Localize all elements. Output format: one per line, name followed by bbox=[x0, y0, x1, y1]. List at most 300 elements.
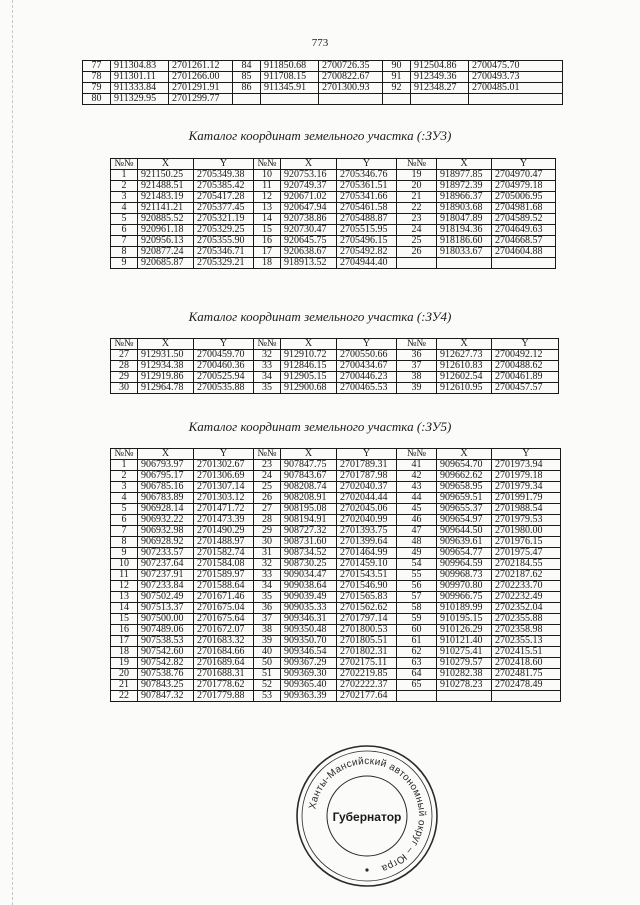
x-coordinate-cell: 909662.62 bbox=[437, 471, 492, 482]
x-coordinate-cell: 907542.82 bbox=[138, 658, 194, 669]
x-coordinate-cell bbox=[437, 258, 492, 269]
point-number-cell: 46 bbox=[397, 515, 437, 526]
y-coordinate-cell: 2705515.95 bbox=[337, 225, 397, 236]
column-header: Y bbox=[194, 449, 254, 460]
point-number-cell: 90 bbox=[383, 61, 411, 72]
x-coordinate-cell: 912964.78 bbox=[138, 383, 194, 394]
column-header: X bbox=[281, 159, 337, 170]
y-coordinate-cell: 2704979.18 bbox=[492, 181, 556, 192]
point-number-cell: 16 bbox=[111, 625, 138, 636]
y-coordinate-cell: 2701393.75 bbox=[337, 526, 397, 537]
column-header: №№ bbox=[254, 449, 281, 460]
y-coordinate-cell: 2702352.04 bbox=[492, 603, 561, 614]
x-coordinate-cell: 920685.87 bbox=[138, 258, 194, 269]
y-coordinate-cell bbox=[492, 258, 556, 269]
point-number-cell: 63 bbox=[397, 658, 437, 669]
x-coordinate-cell: 906783.89 bbox=[138, 493, 194, 504]
y-coordinate-cell: 2701306.69 bbox=[194, 471, 254, 482]
x-coordinate-cell: 907233.84 bbox=[138, 581, 194, 592]
point-number-cell: 28 bbox=[111, 361, 138, 372]
point-number-cell: 50 bbox=[254, 658, 281, 669]
column-header: X bbox=[437, 159, 492, 170]
x-coordinate-cell: 912931.50 bbox=[138, 350, 194, 361]
x-coordinate-cell: 909350.70 bbox=[281, 636, 337, 647]
y-coordinate-cell: 2705461.58 bbox=[337, 203, 397, 214]
x-coordinate-cell: 909964.59 bbox=[437, 559, 492, 570]
table-row bbox=[111, 537, 561, 548]
y-coordinate-cell: 2700434.67 bbox=[337, 361, 397, 372]
x-coordinate-cell: 910275.41 bbox=[437, 647, 492, 658]
x-coordinate-cell: 918194.36 bbox=[437, 225, 492, 236]
y-coordinate-cell bbox=[469, 94, 563, 105]
x-coordinate-cell: 907538.53 bbox=[138, 636, 194, 647]
x-coordinate-cell: 906928.14 bbox=[138, 504, 194, 515]
point-number-cell: 24 bbox=[254, 471, 281, 482]
x-coordinate-cell: 920730.47 bbox=[281, 225, 337, 236]
point-number-cell: 3 bbox=[111, 192, 138, 203]
point-number-cell: 13 bbox=[111, 592, 138, 603]
y-coordinate-cell: 2701562.62 bbox=[337, 603, 397, 614]
x-coordinate-cell: 920956.13 bbox=[138, 236, 194, 247]
point-number-cell: 53 bbox=[254, 691, 281, 702]
x-coordinate-cell: 911301.11 bbox=[111, 72, 169, 83]
x-coordinate-cell: 911850.68 bbox=[261, 61, 319, 72]
y-coordinate-cell: 2701988.54 bbox=[492, 504, 561, 515]
point-number-cell: 77 bbox=[83, 61, 111, 72]
y-coordinate-cell: 2705361.51 bbox=[337, 181, 397, 192]
table-row bbox=[111, 181, 556, 192]
x-coordinate-cell: 920885.52 bbox=[138, 214, 194, 225]
point-number-cell: 19 bbox=[111, 658, 138, 669]
point-number-cell: 21 bbox=[111, 680, 138, 691]
y-coordinate-cell: 2702040.99 bbox=[337, 515, 397, 526]
x-coordinate-cell: 908734.52 bbox=[281, 548, 337, 559]
column-header: №№ bbox=[111, 449, 138, 460]
y-coordinate-cell: 2702040.37 bbox=[337, 482, 397, 493]
x-coordinate-cell: 911333.84 bbox=[111, 83, 169, 94]
y-coordinate-cell: 2705329.25 bbox=[194, 225, 254, 236]
y-coordinate-cell: 2705385.42 bbox=[194, 181, 254, 192]
x-coordinate-cell: 909658.95 bbox=[437, 482, 492, 493]
point-number-cell: 64 bbox=[397, 669, 437, 680]
point-number-cell: 49 bbox=[397, 548, 437, 559]
y-coordinate-cell: 2701565.83 bbox=[337, 592, 397, 603]
y-coordinate-cell: 2701675.04 bbox=[194, 603, 254, 614]
point-number-cell: 85 bbox=[233, 72, 261, 83]
x-coordinate-cell: 910278.23 bbox=[437, 680, 492, 691]
point-number-cell: 11 bbox=[111, 570, 138, 581]
point-number-cell: 34 bbox=[254, 372, 281, 383]
point-number-cell: 15 bbox=[254, 225, 281, 236]
x-coordinate-cell: 909038.64 bbox=[281, 581, 337, 592]
y-coordinate-cell: 2701488.97 bbox=[194, 537, 254, 548]
y-coordinate-cell: 2701805.51 bbox=[337, 636, 397, 647]
x-coordinate-cell: 909039.49 bbox=[281, 592, 337, 603]
table-row bbox=[111, 669, 561, 680]
y-coordinate-cell: 2702481.75 bbox=[492, 669, 561, 680]
column-header: №№ bbox=[254, 339, 281, 350]
table-row bbox=[111, 493, 561, 504]
point-number-cell: 80 bbox=[83, 94, 111, 105]
table-row bbox=[111, 559, 561, 570]
x-coordinate-cell: 909644.50 bbox=[437, 526, 492, 537]
x-coordinate-cell: 909363.39 bbox=[281, 691, 337, 702]
y-coordinate-cell: 2702415.51 bbox=[492, 647, 561, 658]
x-coordinate-cell: 912846.15 bbox=[281, 361, 337, 372]
point-number-cell: 43 bbox=[397, 482, 437, 493]
point-number-cell: 8 bbox=[111, 537, 138, 548]
y-coordinate-cell: 2700460.36 bbox=[194, 361, 254, 372]
column-header: X bbox=[138, 339, 194, 350]
point-number-cell: 23 bbox=[254, 460, 281, 471]
y-coordinate-cell: 2701471.72 bbox=[194, 504, 254, 515]
point-number-cell: 58 bbox=[397, 603, 437, 614]
y-coordinate-cell bbox=[492, 691, 561, 702]
x-coordinate-cell: 918972.39 bbox=[437, 181, 492, 192]
x-coordinate-cell: 907237.91 bbox=[138, 570, 194, 581]
y-coordinate-cell: 2700457.57 bbox=[492, 383, 559, 394]
y-coordinate-cell: 2701684.66 bbox=[194, 647, 254, 658]
x-coordinate-cell: 907847.75 bbox=[281, 460, 337, 471]
y-coordinate-cell: 2701672.07 bbox=[194, 625, 254, 636]
table-row bbox=[111, 581, 561, 592]
y-coordinate-cell: 2701979.53 bbox=[492, 515, 561, 526]
y-coordinate-cell: 2702177.64 bbox=[337, 691, 397, 702]
point-number-cell: 61 bbox=[397, 636, 437, 647]
point-number-cell: 47 bbox=[397, 526, 437, 537]
y-coordinate-cell: 2701490.29 bbox=[194, 526, 254, 537]
y-coordinate-cell: 2704604.88 bbox=[492, 247, 556, 258]
point-number-cell: 18 bbox=[111, 647, 138, 658]
x-coordinate-cell: 909654.70 bbox=[437, 460, 492, 471]
x-coordinate-cell: 920961.18 bbox=[138, 225, 194, 236]
table-row bbox=[111, 236, 556, 247]
y-coordinate-cell: 2701543.51 bbox=[337, 570, 397, 581]
y-coordinate-cell: 2701787.98 bbox=[337, 471, 397, 482]
point-number-cell: 36 bbox=[397, 350, 437, 361]
point-number-cell: 52 bbox=[254, 680, 281, 691]
y-coordinate-cell: 2701778.62 bbox=[194, 680, 254, 691]
point-number-cell: 38 bbox=[397, 372, 437, 383]
y-coordinate-cell: 2700492.12 bbox=[492, 350, 559, 361]
x-coordinate-cell: 909654.77 bbox=[437, 548, 492, 559]
coordinates-table-zu3 bbox=[110, 158, 556, 269]
point-number-cell bbox=[397, 258, 437, 269]
y-coordinate-cell: 2702355.88 bbox=[492, 614, 561, 625]
table-row bbox=[111, 658, 561, 669]
y-coordinate-cell: 2702418.60 bbox=[492, 658, 561, 669]
x-coordinate-cell: 909970.80 bbox=[437, 581, 492, 592]
point-number-cell: 29 bbox=[111, 372, 138, 383]
y-coordinate-cell: 2700465.53 bbox=[337, 383, 397, 394]
column-header: №№ bbox=[397, 159, 437, 170]
point-number-cell: 10 bbox=[254, 170, 281, 181]
point-number-cell: 33 bbox=[254, 570, 281, 581]
x-coordinate-cell: 918033.67 bbox=[437, 247, 492, 258]
point-number-cell: 22 bbox=[397, 203, 437, 214]
table-row bbox=[111, 247, 556, 258]
table-row bbox=[111, 570, 561, 581]
y-coordinate-cell: 2700493.73 bbox=[469, 72, 563, 83]
y-coordinate-cell: 2700550.66 bbox=[337, 350, 397, 361]
x-coordinate-cell: 912504.86 bbox=[411, 61, 469, 72]
table-row bbox=[83, 61, 563, 72]
column-header: Y bbox=[337, 339, 397, 350]
y-coordinate-cell: 2701307.14 bbox=[194, 482, 254, 493]
point-number-cell bbox=[397, 691, 437, 702]
x-coordinate-cell: 908727.32 bbox=[281, 526, 337, 537]
x-coordinate-cell: 909659.51 bbox=[437, 493, 492, 504]
x-coordinate-cell: 909966.75 bbox=[437, 592, 492, 603]
column-header: Y bbox=[194, 159, 254, 170]
x-coordinate-cell: 911304.83 bbox=[111, 61, 169, 72]
x-coordinate-cell: 909968.73 bbox=[437, 570, 492, 581]
column-header: №№ bbox=[397, 339, 437, 350]
y-coordinate-cell: 2701291.91 bbox=[169, 83, 233, 94]
table-row bbox=[111, 625, 561, 636]
column-header: №№ bbox=[111, 159, 138, 170]
table-row bbox=[111, 192, 556, 203]
y-coordinate-cell: 2701302.67 bbox=[194, 460, 254, 471]
x-coordinate-cell: 909346.54 bbox=[281, 647, 337, 658]
x-coordinate-cell: 909346.31 bbox=[281, 614, 337, 625]
point-number-cell: 4 bbox=[111, 493, 138, 504]
table-row bbox=[111, 636, 561, 647]
table-row bbox=[111, 691, 561, 702]
x-coordinate-cell: 909350.48 bbox=[281, 625, 337, 636]
x-coordinate-cell: 906928.92 bbox=[138, 537, 194, 548]
table-row bbox=[111, 603, 561, 614]
y-coordinate-cell: 2700459.70 bbox=[194, 350, 254, 361]
point-number-cell: 39 bbox=[397, 383, 437, 394]
table-row bbox=[111, 680, 561, 691]
seal-center-label: Губернатор bbox=[332, 810, 402, 824]
x-coordinate-cell: 920877.24 bbox=[138, 247, 194, 258]
table-row bbox=[111, 471, 561, 482]
column-header: Y bbox=[337, 159, 397, 170]
table-row bbox=[111, 482, 561, 493]
x-coordinate-cell: 910126.29 bbox=[437, 625, 492, 636]
y-coordinate-cell: 2702233.70 bbox=[492, 581, 561, 592]
y-coordinate-cell: 2704944.40 bbox=[337, 258, 397, 269]
y-coordinate-cell: 2702187.62 bbox=[492, 570, 561, 581]
table-row bbox=[111, 647, 561, 658]
y-coordinate-cell: 2701797.14 bbox=[337, 614, 397, 625]
y-coordinate-cell: 2700525.94 bbox=[194, 372, 254, 383]
point-number-cell: 3 bbox=[111, 482, 138, 493]
x-coordinate-cell: 906795.17 bbox=[138, 471, 194, 482]
x-coordinate-cell: 907502.49 bbox=[138, 592, 194, 603]
point-number-cell: 35 bbox=[254, 592, 281, 603]
table-row bbox=[111, 383, 559, 394]
y-coordinate-cell: 2701975.47 bbox=[492, 548, 561, 559]
column-header: X bbox=[138, 159, 194, 170]
coordinates-table-zu4 bbox=[110, 338, 559, 394]
y-coordinate-cell: 2700461.89 bbox=[492, 372, 559, 383]
y-coordinate-cell: 2701800.53 bbox=[337, 625, 397, 636]
point-number-cell: 14 bbox=[111, 603, 138, 614]
y-coordinate-cell: 2700726.35 bbox=[319, 61, 383, 72]
x-coordinate-cell: 912919.86 bbox=[138, 372, 194, 383]
y-coordinate-cell: 2704970.47 bbox=[492, 170, 556, 181]
point-number-cell: 23 bbox=[397, 214, 437, 225]
table-header-row bbox=[111, 449, 561, 460]
point-number-cell: 9 bbox=[111, 548, 138, 559]
column-header: №№ bbox=[397, 449, 437, 460]
x-coordinate-cell: 910279.57 bbox=[437, 658, 492, 669]
point-number-cell: 33 bbox=[254, 361, 281, 372]
y-coordinate-cell: 2701303.12 bbox=[194, 493, 254, 504]
x-coordinate-cell: 920738.86 bbox=[281, 214, 337, 225]
point-number-cell bbox=[233, 94, 261, 105]
point-number-cell: 12 bbox=[111, 581, 138, 592]
x-coordinate-cell: 907500.00 bbox=[138, 614, 194, 625]
x-coordinate-cell: 912900.68 bbox=[281, 383, 337, 394]
table-row bbox=[111, 214, 556, 225]
y-coordinate-cell: 2705355.90 bbox=[194, 236, 254, 247]
point-number-cell: 20 bbox=[111, 669, 138, 680]
point-number-cell: 57 bbox=[397, 592, 437, 603]
table-row bbox=[111, 361, 559, 372]
x-coordinate-cell: 907513.37 bbox=[138, 603, 194, 614]
x-coordinate-cell: 921141.21 bbox=[138, 203, 194, 214]
x-coordinate-cell: 909654.97 bbox=[437, 515, 492, 526]
y-coordinate-cell: 2701584.08 bbox=[194, 559, 254, 570]
column-header: Y bbox=[492, 449, 561, 460]
point-number-cell: 62 bbox=[397, 647, 437, 658]
y-coordinate-cell: 2701675.64 bbox=[194, 614, 254, 625]
x-coordinate-cell: 921150.25 bbox=[138, 170, 194, 181]
y-coordinate-cell: 2702045.06 bbox=[337, 504, 397, 515]
x-coordinate-cell: 912627.73 bbox=[437, 350, 492, 361]
column-header: №№ bbox=[254, 159, 281, 170]
point-number-cell: 5 bbox=[111, 214, 138, 225]
point-number-cell: 56 bbox=[397, 581, 437, 592]
x-coordinate-cell: 918903.68 bbox=[437, 203, 492, 214]
point-number-cell: 28 bbox=[254, 515, 281, 526]
y-coordinate-cell: 2704668.57 bbox=[492, 236, 556, 247]
point-number-cell: 51 bbox=[254, 669, 281, 680]
point-number-cell: 27 bbox=[254, 504, 281, 515]
point-number-cell: 13 bbox=[254, 203, 281, 214]
x-coordinate-cell: 918186.60 bbox=[437, 236, 492, 247]
point-number-cell: 21 bbox=[397, 192, 437, 203]
y-coordinate-cell: 2704981.68 bbox=[492, 203, 556, 214]
y-coordinate-cell: 2702175.11 bbox=[337, 658, 397, 669]
point-number-cell: 36 bbox=[254, 603, 281, 614]
point-number-cell: 54 bbox=[397, 559, 437, 570]
x-coordinate-cell: 907237.64 bbox=[138, 559, 194, 570]
y-coordinate-cell: 2702358.98 bbox=[492, 625, 561, 636]
y-coordinate-cell: 2705488.87 bbox=[337, 214, 397, 225]
table-row bbox=[83, 94, 563, 105]
x-coordinate-cell: 907542.60 bbox=[138, 647, 194, 658]
x-coordinate-cell: 918977.85 bbox=[437, 170, 492, 181]
y-coordinate-cell: 2704589.52 bbox=[492, 214, 556, 225]
y-coordinate-cell: 2701689.64 bbox=[194, 658, 254, 669]
point-number-cell: 22 bbox=[111, 691, 138, 702]
point-number-cell: 78 bbox=[83, 72, 111, 83]
y-coordinate-cell: 2701582.74 bbox=[194, 548, 254, 559]
y-coordinate-cell: 2705417.28 bbox=[194, 192, 254, 203]
x-coordinate-cell: 920749.37 bbox=[281, 181, 337, 192]
coordinates-table-zu5 bbox=[110, 448, 561, 702]
x-coordinate-cell: 907843.25 bbox=[138, 680, 194, 691]
y-coordinate-cell: 2700822.67 bbox=[319, 72, 383, 83]
point-number-cell: 1 bbox=[111, 460, 138, 471]
table-header-row bbox=[111, 159, 556, 170]
point-number-cell: 26 bbox=[254, 493, 281, 504]
y-coordinate-cell: 2705377.45 bbox=[194, 203, 254, 214]
point-number-cell: 55 bbox=[397, 570, 437, 581]
x-coordinate-cell: 918966.37 bbox=[437, 192, 492, 203]
x-coordinate-cell: 910121.40 bbox=[437, 636, 492, 647]
point-number-cell: 32 bbox=[254, 350, 281, 361]
y-coordinate-cell: 2701588.64 bbox=[194, 581, 254, 592]
x-coordinate-cell: 909365.40 bbox=[281, 680, 337, 691]
x-coordinate-cell: 908731.60 bbox=[281, 537, 337, 548]
point-number-cell: 17 bbox=[254, 247, 281, 258]
point-number-cell: 7 bbox=[111, 236, 138, 247]
column-header: Y bbox=[492, 339, 559, 350]
x-coordinate-cell: 907233.57 bbox=[138, 548, 194, 559]
y-coordinate-cell: 2700488.62 bbox=[492, 361, 559, 372]
x-coordinate-cell: 912602.54 bbox=[437, 372, 492, 383]
y-coordinate-cell bbox=[319, 94, 383, 105]
x-coordinate-cell: 909655.37 bbox=[437, 504, 492, 515]
x-coordinate-cell: 912905.15 bbox=[281, 372, 337, 383]
continuation-table bbox=[82, 60, 563, 105]
point-number-cell: 32 bbox=[254, 559, 281, 570]
x-coordinate-cell: 908208.74 bbox=[281, 482, 337, 493]
y-coordinate-cell: 2701546.90 bbox=[337, 581, 397, 592]
y-coordinate-cell: 2701779.88 bbox=[194, 691, 254, 702]
caption-zu4: Каталог координат земельного участка (:ЗУ4) bbox=[188, 309, 452, 324]
table-row bbox=[111, 515, 561, 526]
table-row bbox=[111, 225, 556, 236]
point-number-cell: 29 bbox=[254, 526, 281, 537]
x-coordinate-cell: 906793.97 bbox=[138, 460, 194, 471]
x-coordinate-cell: 906932.22 bbox=[138, 515, 194, 526]
y-coordinate-cell: 2705329.21 bbox=[194, 258, 254, 269]
table-row bbox=[111, 592, 561, 603]
y-coordinate-cell: 2701973.94 bbox=[492, 460, 561, 471]
point-number-cell: 35 bbox=[254, 383, 281, 394]
point-number-cell: 91 bbox=[383, 72, 411, 83]
y-coordinate-cell: 2700475.70 bbox=[469, 61, 563, 72]
y-coordinate-cell: 2705006.95 bbox=[492, 192, 556, 203]
point-number-cell: 15 bbox=[111, 614, 138, 625]
column-header: X bbox=[437, 339, 492, 350]
column-header: X bbox=[281, 449, 337, 460]
point-number-cell: 45 bbox=[397, 504, 437, 515]
point-number-cell: 86 bbox=[233, 83, 261, 94]
y-coordinate-cell: 2702184.55 bbox=[492, 559, 561, 570]
point-number-cell: 37 bbox=[397, 361, 437, 372]
y-coordinate-cell: 2705496.15 bbox=[337, 236, 397, 247]
point-number-cell: 37 bbox=[254, 614, 281, 625]
y-coordinate-cell: 2701589.97 bbox=[194, 570, 254, 581]
x-coordinate-cell: 912910.72 bbox=[281, 350, 337, 361]
point-number-cell: 40 bbox=[254, 647, 281, 658]
x-coordinate-cell: 920645.75 bbox=[281, 236, 337, 247]
column-header: №№ bbox=[111, 339, 138, 350]
x-coordinate-cell: 911329.95 bbox=[111, 94, 169, 105]
x-coordinate-cell: 909367.29 bbox=[281, 658, 337, 669]
x-coordinate-cell: 920753.16 bbox=[281, 170, 337, 181]
table-row bbox=[111, 372, 559, 383]
point-number-cell: 25 bbox=[397, 236, 437, 247]
